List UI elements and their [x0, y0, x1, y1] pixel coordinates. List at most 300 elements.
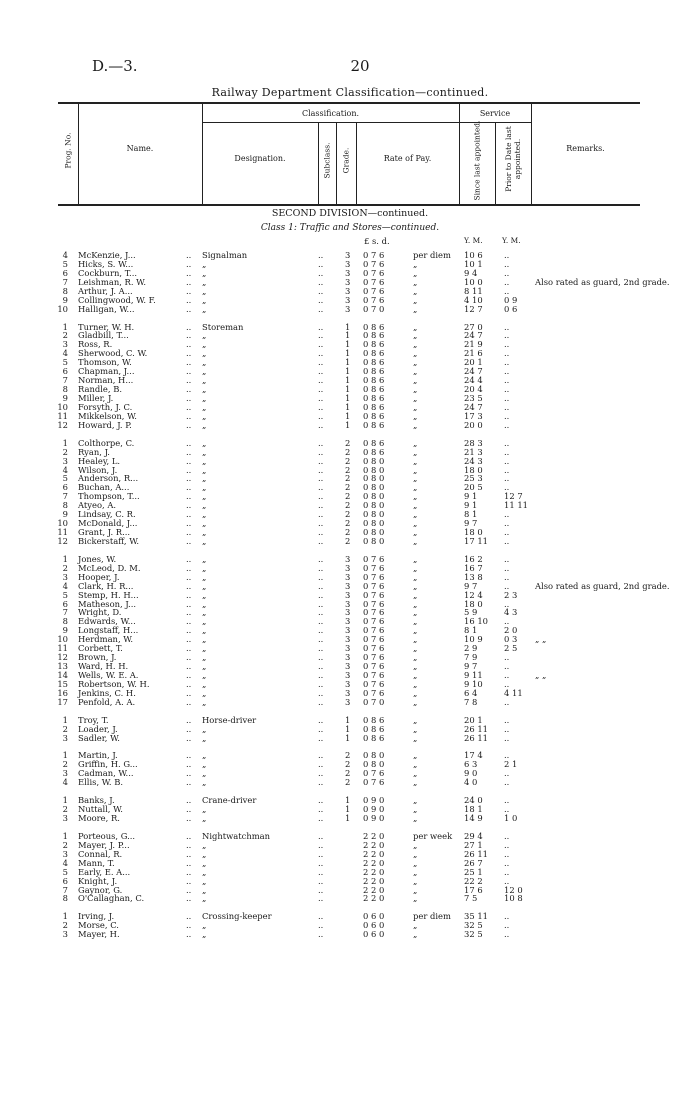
designation-cell: „: [202, 571, 207, 582]
since-last-cell: 29 4: [464, 830, 483, 841]
designation-cell: „: [202, 875, 207, 886]
prior-service-cell: ..: [504, 464, 510, 475]
leader-dots: ..: [186, 804, 192, 815]
name-cell: McDonald, J...: [78, 518, 138, 528]
grade-cell: 1: [345, 401, 351, 412]
pay-period-cell: „: [413, 437, 418, 448]
rate-of-pay-cell: 0 7 6: [363, 589, 385, 600]
remarks-cell: „ „: [535, 669, 547, 680]
leader-dots: ..: [318, 455, 324, 466]
since-units-header: Y. M.: [464, 236, 483, 245]
prior-service-cell: ..: [504, 339, 510, 350]
pay-period-cell: „: [413, 276, 418, 287]
grade-cell: 3: [345, 661, 351, 671]
designation-cell: „: [202, 669, 207, 680]
leader-dots: ..: [318, 768, 324, 779]
pay-period-cell: „: [413, 723, 418, 734]
since-last-cell: 7 5: [464, 893, 478, 904]
leader-dots: ..: [318, 410, 324, 421]
prog-no-cell: 8: [62, 285, 68, 296]
prior-service-cell: ..: [504, 696, 510, 707]
designation-cell: „: [202, 384, 207, 394]
prior-service-cell: ..: [504, 795, 510, 806]
prior-service-cell: ..: [504, 321, 510, 332]
remarks-cell: „ „: [535, 634, 547, 645]
leader-dots: ..: [318, 607, 324, 618]
leader-dots: ..: [186, 375, 192, 386]
leader-dots: ..: [186, 875, 192, 886]
leader-dots: ..: [318, 813, 324, 823]
prog-no-cell: 11: [57, 410, 68, 421]
prog-no-cell: 13: [57, 661, 68, 671]
grade-cell: 3: [345, 696, 351, 707]
pay-period-cell: „: [413, 482, 418, 493]
since-last-cell: 7 8: [464, 696, 478, 707]
name-cell: Forsyth, J. C.: [78, 401, 133, 412]
pay-period-cell: „: [413, 401, 418, 412]
leader-dots: ..: [318, 652, 324, 663]
designation-cell: „: [202, 723, 207, 734]
service-header: Service: [479, 109, 511, 118]
prog-no-cell: 3: [62, 848, 68, 859]
prog-no-cell: 8: [62, 616, 68, 627]
remarks-cell: Also rated as guard, 2nd grade.: [535, 276, 670, 287]
prog-no-cell: 4: [62, 464, 68, 475]
name-cell: Anderson, R...: [78, 473, 139, 484]
pay-period-cell: „: [413, 491, 418, 502]
name-cell: Healey, L.: [78, 455, 121, 466]
pay-period-cell: „: [413, 669, 418, 680]
since-last-cell: 14 9: [464, 813, 483, 823]
pay-period-cell: „: [413, 464, 418, 475]
leader-dots: ..: [186, 419, 192, 430]
rate-of-pay-cell: 2 2 0: [363, 893, 385, 904]
prior-service-cell: ..: [504, 920, 510, 931]
prog-no-cell: 5: [62, 866, 68, 877]
pay-period-cell: „: [413, 643, 418, 654]
since-last-cell: 20 1: [464, 714, 483, 725]
rate-of-pay-cell: 0 7 6: [363, 652, 385, 663]
prior-units-header: Y. M.: [502, 236, 521, 245]
designation-cell: „: [202, 339, 207, 350]
prog-no-cell: 10: [57, 303, 68, 314]
leader-dots: ..: [186, 795, 192, 806]
name-cell: Miller, J.: [78, 393, 114, 403]
pay-period-cell: „: [413, 848, 418, 859]
grade-cell: 1: [345, 375, 351, 386]
prog-no-cell: 1: [62, 714, 68, 725]
designation-cell: „: [202, 678, 207, 689]
designation-cell: „: [202, 777, 207, 788]
name-cell: Wright, D.: [78, 607, 122, 618]
leader-dots: ..: [318, 929, 324, 940]
leader-dots: ..: [318, 589, 324, 600]
pay-period-cell: „: [413, 750, 418, 761]
pay-period-cell: „: [413, 678, 418, 689]
rate-of-pay-cell: 0 7 6: [363, 294, 385, 305]
prog-no-cell: 4: [62, 580, 68, 591]
rate-of-pay-cell: 0 8 0: [363, 750, 385, 761]
leader-dots: ..: [186, 518, 192, 528]
pay-period-cell: „: [413, 527, 418, 537]
prog-no-cell: 5: [62, 589, 68, 600]
prog-no-cell: 3: [62, 732, 68, 743]
pay-period-cell: „: [413, 813, 418, 823]
designation-cell: „: [202, 267, 207, 278]
prior-service-cell: ..: [504, 616, 510, 627]
designation-cell: „: [202, 535, 207, 546]
pay-period-cell: „: [413, 571, 418, 582]
name-cell: Corbett, T.: [78, 643, 123, 654]
pay-period-cell: „: [413, 857, 418, 868]
rate-of-pay-cell: 0 7 6: [363, 267, 385, 278]
pay-period-cell: „: [413, 553, 418, 564]
leader-dots: ..: [318, 509, 324, 520]
pay-period-cell: „: [413, 294, 418, 305]
since-last-cell: 28 3: [464, 437, 483, 448]
name-cell: Connal, R.: [78, 848, 123, 859]
since-last-cell: 17 6: [464, 884, 483, 895]
rate-of-pay-cell: 0 9 0: [363, 813, 385, 823]
prog-no-cell: 6: [62, 366, 68, 377]
since-last-cell: 10 1: [464, 258, 483, 269]
designation-cell: „: [202, 393, 207, 403]
name-cell: Wells, W. E. A.: [78, 669, 139, 680]
prog-no-cell: 6: [62, 875, 68, 886]
prior-service-cell: ..: [504, 401, 510, 412]
grade-cell: 3: [345, 250, 351, 260]
designation-cell: „: [202, 419, 207, 430]
pay-period-cell: „: [413, 652, 418, 663]
grade-cell: 1: [345, 714, 351, 725]
leader-dots: ..: [318, 446, 324, 457]
grade-header: Grade.: [341, 147, 351, 174]
rate-of-pay-cell: 0 8 0: [363, 482, 385, 493]
table-row: [0, 893, 700, 903]
grade-cell: 2: [345, 518, 351, 528]
leader-dots: ..: [318, 330, 324, 341]
leader-dots: ..: [186, 750, 192, 761]
since-last-cell: 12 7: [464, 303, 483, 314]
leader-dots: ..: [186, 723, 192, 734]
rate-of-pay-cell: 0 6 0: [363, 929, 385, 940]
table-row: [0, 304, 700, 314]
prog-no-cell: 10: [57, 401, 68, 412]
pay-period-cell: „: [413, 866, 418, 877]
name-cell: Randle, B.: [78, 384, 123, 394]
prior-service-cell: ..: [504, 723, 510, 734]
since-last-cell: 12 4: [464, 589, 483, 600]
designation-cell: Crossing-keeper: [202, 911, 272, 922]
pay-period-cell: „: [413, 884, 418, 895]
leader-dots: ..: [186, 267, 192, 278]
table-row: [0, 420, 700, 430]
rate-of-pay-cell: 0 9 0: [363, 804, 385, 815]
prog-no-cell: 7: [62, 375, 68, 386]
designation-cell: „: [202, 375, 207, 386]
leader-dots: ..: [318, 500, 324, 511]
designation-cell: „: [202, 303, 207, 314]
designation-cell: „: [202, 473, 207, 484]
leader-dots: ..: [186, 562, 192, 573]
since-last-cell: 26 11: [464, 723, 488, 734]
name-cell: Collingwood, W. F.: [78, 294, 156, 305]
prog-no-cell: 2: [62, 759, 68, 770]
prog-no-cell: 14: [57, 669, 68, 680]
leader-dots: ..: [318, 759, 324, 770]
since-last-cell: 5 9: [464, 607, 478, 618]
since-last-cell: 32 5: [464, 920, 483, 931]
rate-of-pay-cell: 0 8 0: [363, 500, 385, 511]
designation-cell: „: [202, 598, 207, 609]
grade-cell: 1: [345, 804, 351, 815]
designation-cell: „: [202, 732, 207, 743]
leader-dots: ..: [318, 473, 324, 484]
prog-no-cell: 1: [62, 553, 68, 564]
grade-cell: 1: [345, 813, 351, 823]
leader-dots: ..: [186, 294, 192, 305]
rate-of-pay-cell: 2 2 0: [363, 839, 385, 850]
since-last-cell: 24 7: [464, 330, 483, 341]
prog-no-cell: 8: [62, 384, 68, 394]
since-last-cell: 35 11: [464, 911, 488, 922]
designation-cell: „: [202, 813, 207, 823]
prior-service-cell: ..: [504, 250, 510, 260]
pay-period-cell: „: [413, 384, 418, 394]
designation-cell: „: [202, 652, 207, 663]
name-cell: Norman, H...: [78, 375, 134, 386]
rate-of-pay-cell: 0 7 6: [363, 661, 385, 671]
since-last-cell: 24 4: [464, 375, 483, 386]
designation-cell: „: [202, 500, 207, 511]
pay-period-cell: „: [413, 562, 418, 573]
prior-service-cell: ..: [504, 750, 510, 761]
name-cell: Turner, W. H.: [78, 321, 135, 332]
rate-of-pay-cell: 0 7 6: [363, 250, 385, 260]
pay-period-cell: „: [413, 616, 418, 627]
since-last-cell: 21 9: [464, 339, 483, 350]
pay-period-cell: „: [413, 375, 418, 386]
pay-period-cell: „: [413, 759, 418, 770]
remarks-cell: Also rated as guard, 2nd grade.: [535, 580, 670, 591]
prior-service-cell: ..: [504, 714, 510, 725]
grade-cell: 2: [345, 500, 351, 511]
leader-dots: ..: [186, 634, 192, 645]
leader-dots: ..: [186, 482, 192, 493]
grade-cell: 3: [345, 652, 351, 663]
prior-service-cell: 2 5: [504, 643, 518, 654]
since-last-cell: 27 0: [464, 321, 483, 332]
name-cell: Arthur, J. A...: [78, 285, 133, 296]
pay-period-cell: „: [413, 518, 418, 528]
name-cell: Irving, J.: [78, 911, 115, 922]
prior-service-cell: 11 11: [504, 500, 528, 511]
name-cell: Gladbill, T...: [78, 330, 129, 341]
rate-of-pay-cell: 0 7 6: [363, 598, 385, 609]
leader-dots: ..: [186, 857, 192, 868]
since-last-cell: 24 7: [464, 401, 483, 412]
since-last-cell: 8 1: [464, 625, 478, 636]
leader-dots: ..: [318, 419, 324, 430]
grade-cell: 3: [345, 294, 351, 305]
rate-of-pay-cell: 0 7 6: [363, 643, 385, 654]
leader-dots: ..: [186, 330, 192, 341]
since-last-cell: 9 7: [464, 661, 478, 671]
leader-dots: ..: [186, 678, 192, 689]
designation-cell: „: [202, 696, 207, 707]
prog-no-cell: 7: [62, 607, 68, 618]
prior-service-cell: ..: [504, 535, 510, 546]
leader-dots: ..: [186, 366, 192, 377]
prior-service-cell: ..: [504, 437, 510, 448]
designation-cell: „: [202, 589, 207, 600]
rate-of-pay-cell: 0 7 6: [363, 258, 385, 269]
rate-of-pay-cell: 0 7 6: [363, 768, 385, 779]
since-last-cell: 18 0: [464, 527, 483, 537]
leader-dots: ..: [186, 357, 192, 368]
prior-service-cell: ..: [504, 410, 510, 421]
prog-no-cell: 1: [62, 795, 68, 806]
leader-dots: ..: [186, 491, 192, 502]
grade-cell: 3: [345, 580, 351, 591]
designation-cell: „: [202, 768, 207, 779]
prior-service-cell: ..: [504, 330, 510, 341]
designation-cell: „: [202, 491, 207, 502]
table-row: [0, 777, 700, 787]
prog-no-cell: 2: [62, 839, 68, 850]
rate-of-pay-cell: 0 8 6: [363, 446, 385, 457]
pay-period-cell: „: [413, 777, 418, 788]
prior-service-cell: ..: [504, 875, 510, 886]
name-cell: McLeod, D. M.: [78, 562, 141, 573]
leader-dots: ..: [318, 571, 324, 582]
rate-of-pay-cell: 0 7 6: [363, 285, 385, 296]
prog-no-cell: 1: [62, 911, 68, 922]
page-number: 20: [350, 57, 370, 75]
prog-no-cell: 9: [62, 509, 68, 520]
leader-dots: ..: [318, 482, 324, 493]
leader-dots: ..: [186, 303, 192, 314]
name-cell: Longstaff, H...: [78, 625, 139, 636]
grade-cell: 2: [345, 750, 351, 761]
name-cell: O'Callaghan, C.: [78, 893, 145, 904]
prog-no-cell: 2: [62, 330, 68, 341]
designation-cell: Crane-driver: [202, 795, 257, 806]
leader-dots: ..: [318, 804, 324, 815]
rate-of-pay-cell: 2 2 0: [363, 875, 385, 886]
leader-dots: ..: [186, 276, 192, 287]
leader-dots: ..: [318, 303, 324, 314]
pay-period-cell: „: [413, 348, 418, 359]
leader-dots: ..: [318, 250, 324, 260]
prog-no-cell: 6: [62, 267, 68, 278]
designation-cell: „: [202, 562, 207, 573]
name-cell: Troy, T.: [78, 714, 109, 725]
rate-of-pay-cell: 0 8 6: [363, 330, 385, 341]
since-last-cell: 20 1: [464, 357, 483, 368]
rate-of-pay-cell: 0 7 6: [363, 580, 385, 591]
leader-dots: ..: [318, 598, 324, 609]
grade-cell: 1: [345, 723, 351, 734]
prog-no-cell: 2: [62, 723, 68, 734]
designation-cell: „: [202, 285, 207, 296]
name-cell: Loader, J.: [78, 723, 118, 734]
leader-dots: ..: [318, 911, 324, 922]
name-cell: Sadler, W.: [78, 732, 120, 743]
leader-dots: ..: [318, 732, 324, 743]
grade-cell: 1: [345, 321, 351, 332]
since-last-cell: 16 10: [464, 616, 488, 627]
prog-no-cell: 6: [62, 598, 68, 609]
leader-dots: ..: [186, 830, 192, 841]
prior-service-cell: ..: [504, 384, 510, 394]
name-cell: Brown, J.: [78, 652, 117, 663]
leader-dots: ..: [318, 393, 324, 403]
leader-dots: ..: [318, 375, 324, 386]
name-cell: Jones, W.: [78, 553, 117, 564]
prior-service-cell: ..: [504, 482, 510, 493]
subclass-header: Subclass.: [322, 142, 332, 179]
leader-dots: ..: [318, 750, 324, 761]
prior-service-cell: ..: [504, 661, 510, 671]
rate-of-pay-cell: 0 7 0: [363, 696, 385, 707]
name-cell: Mayer, J. P...: [78, 839, 130, 850]
designation-cell: „: [202, 518, 207, 528]
leader-dots: ..: [186, 616, 192, 627]
prog-no-cell: 12: [57, 652, 68, 663]
designation-cell: „: [202, 437, 207, 448]
pay-period-cell: „: [413, 321, 418, 332]
since-last-cell: 9 10: [464, 678, 483, 689]
pay-period-cell: „: [413, 419, 418, 430]
prior-service-cell: ..: [504, 518, 510, 528]
since-last-cell: 32 5: [464, 929, 483, 940]
grade-cell: 1: [345, 732, 351, 743]
name-cell: Griffin, H. G...: [78, 759, 138, 770]
prog-no-cell: 12: [57, 535, 68, 546]
since-last-cell: 16 2: [464, 553, 483, 564]
prior-service-cell: ..: [504, 357, 510, 368]
grade-cell: 3: [345, 553, 351, 564]
grade-cell: 3: [345, 616, 351, 627]
prior-service-cell: ..: [504, 446, 510, 457]
designation-cell: „: [202, 804, 207, 815]
rate-of-pay-header: Rate of Pay.: [383, 154, 432, 163]
grade-cell: 1: [345, 384, 351, 394]
grade-cell: 1: [345, 366, 351, 377]
prog-no-cell: 15: [57, 678, 68, 689]
rate-of-pay-cell: 2 2 0: [363, 830, 385, 841]
leader-dots: ..: [318, 661, 324, 671]
since-last-cell: 8 11: [464, 285, 483, 296]
pay-period-cell: „: [413, 795, 418, 806]
prior-service-cell: ..: [504, 527, 510, 537]
rate-of-pay-cell: 0 7 6: [363, 276, 385, 287]
prog-no-cell: 4: [62, 857, 68, 868]
rate-of-pay-cell: 0 8 6: [363, 401, 385, 412]
rate-of-pay-cell: 0 8 0: [363, 759, 385, 770]
prog-no-cell: 3: [62, 455, 68, 466]
leader-dots: ..: [318, 258, 324, 269]
prior-service-cell: ..: [504, 866, 510, 877]
prog-no-cell: 12: [57, 419, 68, 430]
leader-dots: ..: [186, 437, 192, 448]
leader-dots: ..: [186, 759, 192, 770]
rate-of-pay-cell: 0 8 6: [363, 437, 385, 448]
leader-dots: ..: [186, 258, 192, 269]
leader-dots: ..: [186, 866, 192, 877]
prior-service-cell: ..: [504, 777, 510, 788]
